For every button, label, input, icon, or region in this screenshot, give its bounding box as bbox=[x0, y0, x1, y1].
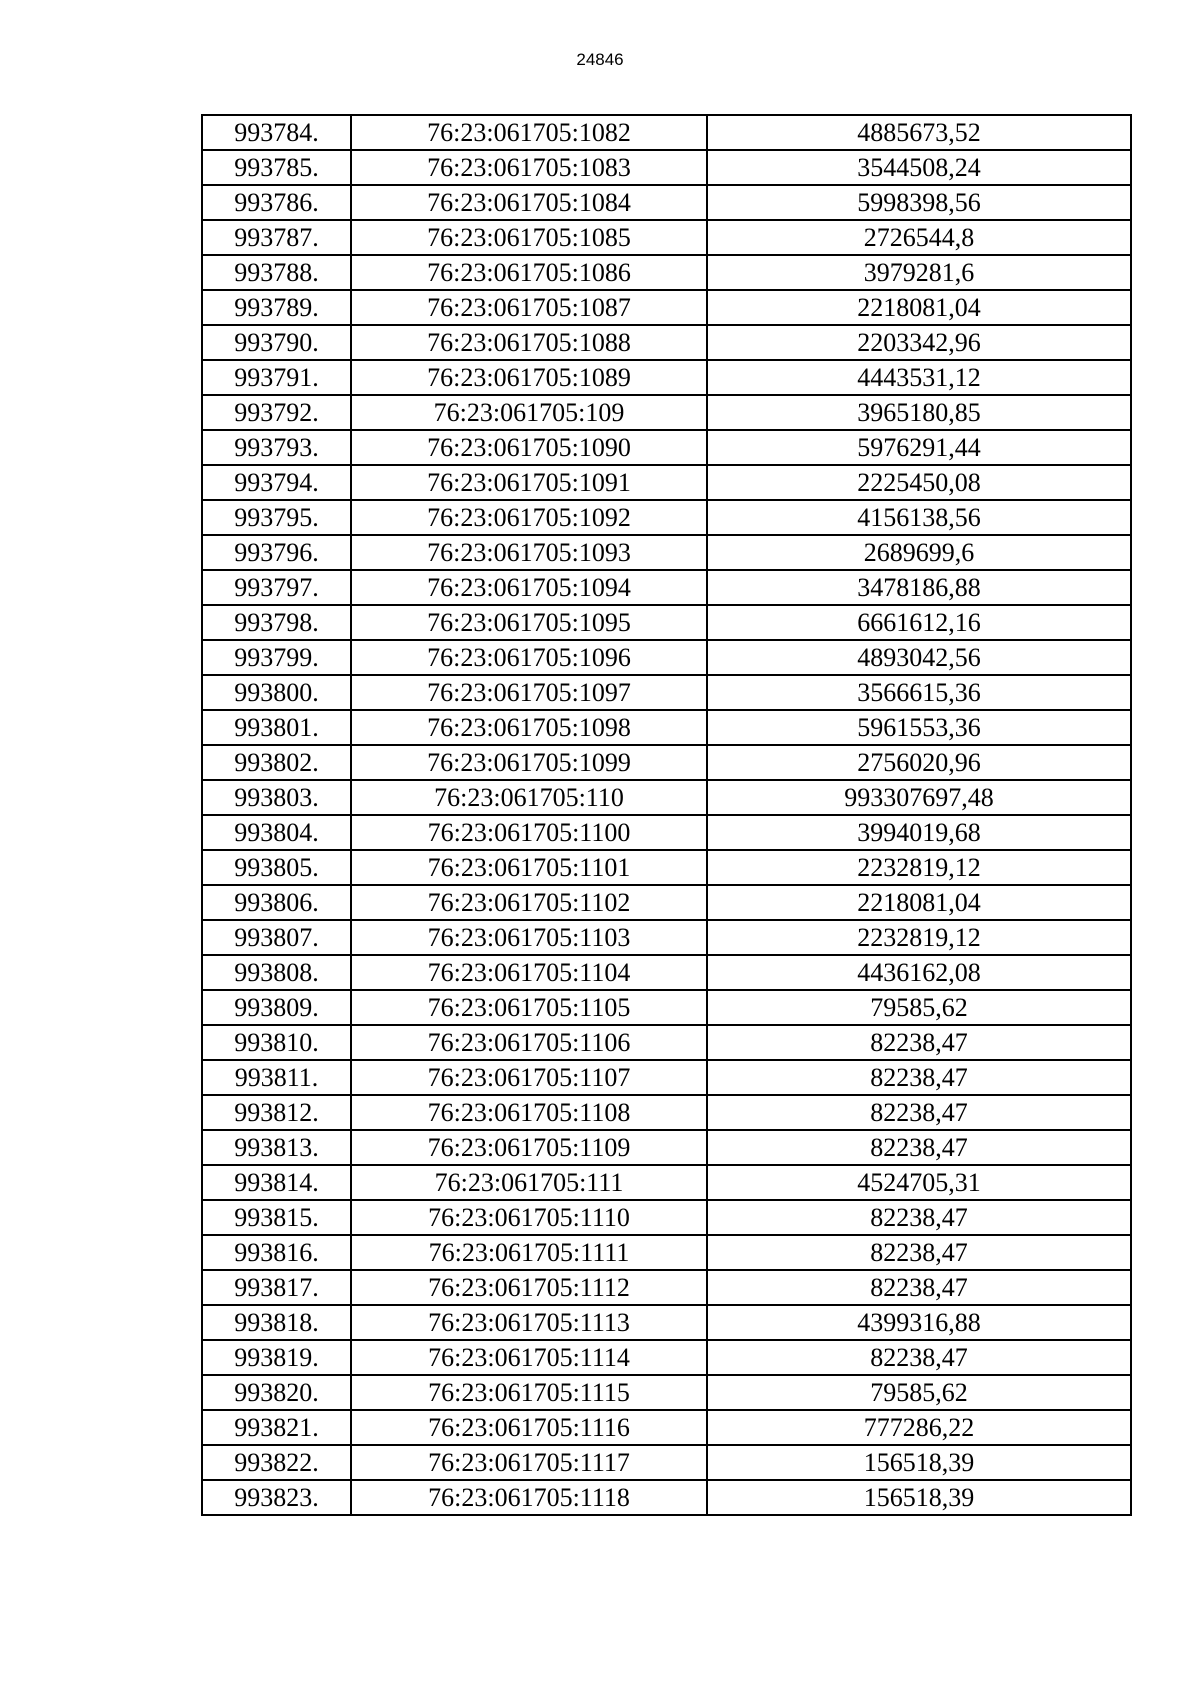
row-number-cell: 993801. bbox=[202, 710, 351, 745]
cadastral-number-cell: 76:23:061705:1106 bbox=[351, 1025, 707, 1060]
row-number-cell: 993795. bbox=[202, 500, 351, 535]
value-cell: 156518,39 bbox=[707, 1480, 1131, 1515]
row-number-cell: 993799. bbox=[202, 640, 351, 675]
row-number-cell: 993792. bbox=[202, 395, 351, 430]
row-number-cell: 993812. bbox=[202, 1095, 351, 1130]
table-row bbox=[202, 325, 1131, 360]
table-row bbox=[202, 500, 1131, 535]
row-number-cell: 993798. bbox=[202, 605, 351, 640]
cadastral-number-cell: 76:23:061705:1117 bbox=[351, 1445, 707, 1480]
value-cell: 2225450,08 bbox=[707, 465, 1131, 500]
cadastral-number-cell: 76:23:061705:1091 bbox=[351, 465, 707, 500]
row-number-cell: 993803. bbox=[202, 780, 351, 815]
row-number-cell: 993811. bbox=[202, 1060, 351, 1095]
row-number-cell: 993788. bbox=[202, 255, 351, 290]
cadastral-number-cell: 76:23:061705:1101 bbox=[351, 850, 707, 885]
value-cell: 82238,47 bbox=[707, 1130, 1131, 1165]
cadastral-number-cell: 76:23:061705:1085 bbox=[351, 220, 707, 255]
row-number-cell: 993806. bbox=[202, 885, 351, 920]
value-cell: 3979281,6 bbox=[707, 255, 1131, 290]
value-cell: 79585,62 bbox=[707, 1375, 1131, 1410]
table-row bbox=[202, 1375, 1131, 1410]
row-number-cell: 993790. bbox=[202, 325, 351, 360]
cadastral-number-cell: 76:23:061705:1098 bbox=[351, 710, 707, 745]
value-cell: 5998398,56 bbox=[707, 185, 1131, 220]
table-row bbox=[202, 430, 1131, 465]
value-cell: 82238,47 bbox=[707, 1340, 1131, 1375]
row-number-cell: 993787. bbox=[202, 220, 351, 255]
table-row bbox=[202, 1410, 1131, 1445]
table-row bbox=[202, 1305, 1131, 1340]
cadastral-number-cell: 76:23:061705:1082 bbox=[351, 115, 707, 150]
value-cell: 3478186,88 bbox=[707, 570, 1131, 605]
row-number-cell: 993808. bbox=[202, 955, 351, 990]
value-cell: 79585,62 bbox=[707, 990, 1131, 1025]
table-row bbox=[202, 920, 1131, 955]
table-row bbox=[202, 745, 1131, 780]
row-number-cell: 993807. bbox=[202, 920, 351, 955]
row-number-cell: 993802. bbox=[202, 745, 351, 780]
row-number-cell: 993818. bbox=[202, 1305, 351, 1340]
cadastral-number-cell: 76:23:061705:1109 bbox=[351, 1130, 707, 1165]
cadastral-number-cell: 76:23:061705:1100 bbox=[351, 815, 707, 850]
value-cell: 82238,47 bbox=[707, 1200, 1131, 1235]
cadastral-number-cell: 76:23:061705:1099 bbox=[351, 745, 707, 780]
row-number-cell: 993786. bbox=[202, 185, 351, 220]
cadastral-number-cell: 76:23:061705:1083 bbox=[351, 150, 707, 185]
cadastral-number-cell: 76:23:061705:1096 bbox=[351, 640, 707, 675]
table-row bbox=[202, 990, 1131, 1025]
value-cell: 4436162,08 bbox=[707, 955, 1131, 990]
table-row bbox=[202, 710, 1131, 745]
row-number-cell: 993793. bbox=[202, 430, 351, 465]
value-cell: 2218081,04 bbox=[707, 290, 1131, 325]
cadastral-number-cell: 76:23:061705:1113 bbox=[351, 1305, 707, 1340]
table-row bbox=[202, 1445, 1131, 1480]
cadastral-number-cell: 76:23:061705:1094 bbox=[351, 570, 707, 605]
table-row bbox=[202, 115, 1131, 150]
row-number-cell: 993805. bbox=[202, 850, 351, 885]
row-number-cell: 993800. bbox=[202, 675, 351, 710]
row-number-cell: 993822. bbox=[202, 1445, 351, 1480]
table-row bbox=[202, 1270, 1131, 1305]
row-number-cell: 993809. bbox=[202, 990, 351, 1025]
value-cell: 82238,47 bbox=[707, 1060, 1131, 1095]
cadastral-number-cell: 76:23:061705:111 bbox=[351, 1165, 707, 1200]
table-row bbox=[202, 255, 1131, 290]
table-row bbox=[202, 185, 1131, 220]
value-cell: 5976291,44 bbox=[707, 430, 1131, 465]
table-row bbox=[202, 290, 1131, 325]
value-cell: 3994019,68 bbox=[707, 815, 1131, 850]
row-number-cell: 993789. bbox=[202, 290, 351, 325]
table-row bbox=[202, 675, 1131, 710]
value-cell: 3544508,24 bbox=[707, 150, 1131, 185]
value-cell: 4893042,56 bbox=[707, 640, 1131, 675]
cadastral-number-cell: 76:23:061705:1087 bbox=[351, 290, 707, 325]
cadastral-number-cell: 76:23:061705:1116 bbox=[351, 1410, 707, 1445]
table-row bbox=[202, 465, 1131, 500]
row-number-cell: 993823. bbox=[202, 1480, 351, 1515]
row-number-cell: 993813. bbox=[202, 1130, 351, 1165]
cadastral-number-cell: 76:23:061705:1112 bbox=[351, 1270, 707, 1305]
cadastral-number-cell: 76:23:061705:1115 bbox=[351, 1375, 707, 1410]
value-cell: 2756020,96 bbox=[707, 745, 1131, 780]
value-cell: 777286,22 bbox=[707, 1410, 1131, 1445]
row-number-cell: 993785. bbox=[202, 150, 351, 185]
table-row bbox=[202, 1480, 1131, 1515]
cadastral-number-cell: 76:23:061705:1093 bbox=[351, 535, 707, 570]
cadastral-number-cell: 76:23:061705:1086 bbox=[351, 255, 707, 290]
cadastral-value-table bbox=[201, 114, 1132, 1516]
table-row bbox=[202, 885, 1131, 920]
cadastral-number-cell: 76:23:061705:1118 bbox=[351, 1480, 707, 1515]
value-cell: 156518,39 bbox=[707, 1445, 1131, 1480]
table-body bbox=[202, 115, 1131, 1515]
cadastral-number-cell: 76:23:061705:1084 bbox=[351, 185, 707, 220]
cadastral-number-cell: 76:23:061705:1089 bbox=[351, 360, 707, 395]
table-row bbox=[202, 605, 1131, 640]
row-number-cell: 993815. bbox=[202, 1200, 351, 1235]
table-row bbox=[202, 360, 1131, 395]
value-cell: 5961553,36 bbox=[707, 710, 1131, 745]
table-row bbox=[202, 395, 1131, 430]
row-number-cell: 993814. bbox=[202, 1165, 351, 1200]
table-row bbox=[202, 1340, 1131, 1375]
value-cell: 4885673,52 bbox=[707, 115, 1131, 150]
table-row bbox=[202, 535, 1131, 570]
row-number-cell: 993816. bbox=[202, 1235, 351, 1270]
row-number-cell: 993794. bbox=[202, 465, 351, 500]
value-cell: 4443531,12 bbox=[707, 360, 1131, 395]
table-row bbox=[202, 1060, 1131, 1095]
cadastral-number-cell: 76:23:061705:1088 bbox=[351, 325, 707, 360]
value-cell: 3965180,85 bbox=[707, 395, 1131, 430]
table-row bbox=[202, 1095, 1131, 1130]
value-cell: 82238,47 bbox=[707, 1095, 1131, 1130]
table-row bbox=[202, 850, 1131, 885]
table-row bbox=[202, 1025, 1131, 1060]
value-cell: 82238,47 bbox=[707, 1235, 1131, 1270]
row-number-cell: 993804. bbox=[202, 815, 351, 850]
page-number: 24846 bbox=[576, 50, 624, 69]
table-row bbox=[202, 815, 1131, 850]
cadastral-number-cell: 76:23:061705:1090 bbox=[351, 430, 707, 465]
table-row bbox=[202, 640, 1131, 675]
value-cell: 2726544,8 bbox=[707, 220, 1131, 255]
value-cell: 82238,47 bbox=[707, 1270, 1131, 1305]
value-cell: 4156138,56 bbox=[707, 500, 1131, 535]
cadastral-number-cell: 76:23:061705:1104 bbox=[351, 955, 707, 990]
value-cell: 4399316,88 bbox=[707, 1305, 1131, 1340]
value-cell: 3566615,36 bbox=[707, 675, 1131, 710]
value-cell: 6661612,16 bbox=[707, 605, 1131, 640]
cadastral-number-cell: 76:23:061705:110 bbox=[351, 780, 707, 815]
cadastral-number-cell: 76:23:061705:1111 bbox=[351, 1235, 707, 1270]
row-number-cell: 993821. bbox=[202, 1410, 351, 1445]
row-number-cell: 993791. bbox=[202, 360, 351, 395]
table-row bbox=[202, 1130, 1131, 1165]
row-number-cell: 993810. bbox=[202, 1025, 351, 1060]
cadastral-number-cell: 76:23:061705:1103 bbox=[351, 920, 707, 955]
row-number-cell: 993796. bbox=[202, 535, 351, 570]
table-row bbox=[202, 1235, 1131, 1270]
cadastral-number-cell: 76:23:061705:1102 bbox=[351, 885, 707, 920]
cadastral-number-cell: 76:23:061705:1114 bbox=[351, 1340, 707, 1375]
cadastral-number-cell: 76:23:061705:1107 bbox=[351, 1060, 707, 1095]
value-cell: 2232819,12 bbox=[707, 920, 1131, 955]
table-row bbox=[202, 1200, 1131, 1235]
cadastral-number-cell: 76:23:061705:1105 bbox=[351, 990, 707, 1025]
value-cell: 82238,47 bbox=[707, 1025, 1131, 1060]
value-cell: 2232819,12 bbox=[707, 850, 1131, 885]
row-number-cell: 993820. bbox=[202, 1375, 351, 1410]
cadastral-number-cell: 76:23:061705:1110 bbox=[351, 1200, 707, 1235]
row-number-cell: 993797. bbox=[202, 570, 351, 605]
cadastral-number-cell: 76:23:061705:1097 bbox=[351, 675, 707, 710]
value-cell: 4524705,31 bbox=[707, 1165, 1131, 1200]
table-row bbox=[202, 220, 1131, 255]
value-cell: 2203342,96 bbox=[707, 325, 1131, 360]
row-number-cell: 993784. bbox=[202, 115, 351, 150]
row-number-cell: 993819. bbox=[202, 1340, 351, 1375]
table-row bbox=[202, 955, 1131, 990]
cadastral-number-cell: 76:23:061705:1108 bbox=[351, 1095, 707, 1130]
value-cell: 2218081,04 bbox=[707, 885, 1131, 920]
value-cell: 993307697,48 bbox=[707, 780, 1131, 815]
row-number-cell: 993817. bbox=[202, 1270, 351, 1305]
cadastral-number-cell: 76:23:061705:1092 bbox=[351, 500, 707, 535]
table-row bbox=[202, 1165, 1131, 1200]
table-row bbox=[202, 780, 1131, 815]
cadastral-number-cell: 76:23:061705:1095 bbox=[351, 605, 707, 640]
table-row bbox=[202, 150, 1131, 185]
cadastral-number-cell: 76:23:061705:109 bbox=[351, 395, 707, 430]
table-row bbox=[202, 570, 1131, 605]
value-cell: 2689699,6 bbox=[707, 535, 1131, 570]
